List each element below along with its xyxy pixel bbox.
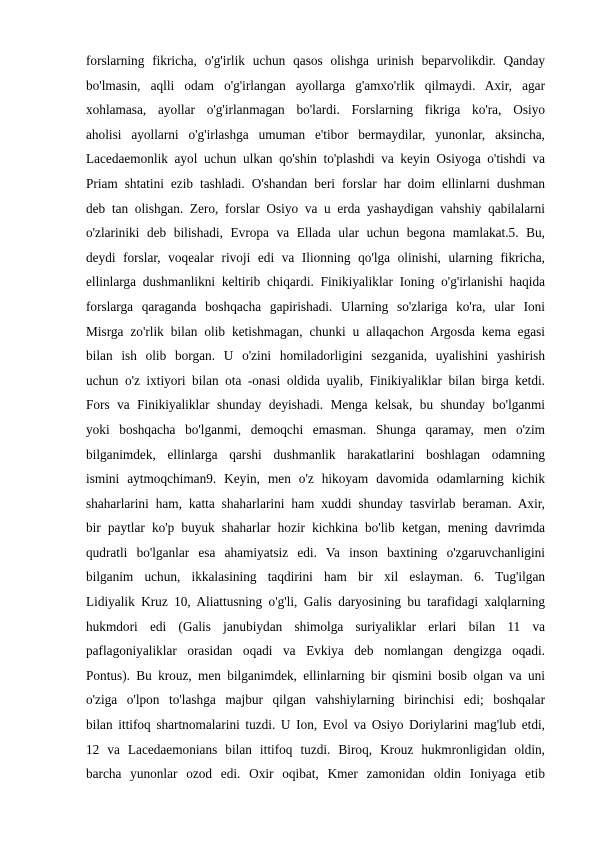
text-line: paflagoniyaliklar orasidan oqadi va Evkiya deb nomlangan dengizga oqadi. bbox=[86, 643, 545, 659]
text-line: ismini aytmoqchiman9. Keyin, men o'z hikoyam davomida odamlarning kichik bbox=[86, 471, 545, 487]
text-line: forslarga qaraganda boshqacha gapirishadi. Ularning so'zlariga ko'ra, ular Ioni bbox=[86, 298, 545, 314]
text-line: Lacedaemonlik ayol uchun ulkan qo'shin to'plashdi va keyin Osiyoga o'tishdi va bbox=[86, 151, 545, 167]
text-line: bilganimdek, ellinlarga qarshi dushmanlik harakatlarini boshlagan odamning bbox=[86, 446, 545, 462]
text-line: forslarning fikricha, o'g'irlik uchun qasos olishga urinish beparvolikdir. Qanday bbox=[86, 53, 545, 68]
text-line: deb tan olishgan. Zero, forslar Osiyo va u erda yashaydigan vahshiy qabilalarni bbox=[86, 200, 545, 216]
text-line: bilganim uchun, ikkalasining taqdirini ham bir xil eslayman. 6. Tug'ilgan bbox=[86, 569, 545, 585]
text-line: shaharlarini ham, katta shaharlarini ham xuddi shunday tasvirlab beraman. Axir, bbox=[86, 495, 545, 511]
text-line: bilan ish olib borgan. U o'zini homiladorligini sezganida, uyalishini yashirish bbox=[86, 348, 545, 364]
text-line: Fors va Finikiyaliklar shunday deyishadi. Menga kelsak, bu shunday bo'lganmi bbox=[86, 397, 545, 413]
text-line: hukmdori edi (Galis janubiydan shimolga suriyaliklar erlari bilan 11 va bbox=[86, 618, 545, 634]
text-line: deydi forslar, voqealar rivoji edi va Ilionning qo'lga olinishi, ularning fikricha, bbox=[86, 249, 545, 265]
text-line: yoki boshqacha bo'lganmi, demoqchi emasman. Shunga qaramay, men o'zim bbox=[86, 421, 545, 437]
text-line: uchun o'z ixtiyori bilan ota -onasi oldida uyalib, Finikiyaliklar bilan birga ketdi. bbox=[86, 372, 545, 388]
text-line: bilan ittifoq shartnomalarini tuzdi. U Ion, Evol va Osiyo Doriylarini mag'lub etdi, bbox=[86, 717, 545, 733]
body-text bbox=[86, 49, 545, 787]
text-line: Misrga zo'rlik bilan olib ketishmagan, chunki u allaqachon Argosda kema egasi bbox=[86, 323, 545, 339]
text-line: ellinlarga dushmanlikni keltirib chiqardi. Finikiyaliklar Ioning o'g'irlanishi haqida bbox=[86, 274, 545, 290]
text-line: qudratli bo'lganlar esa ahamiyatsiz edi. Va inson baxtining o'zgaruvchanligini bbox=[86, 544, 545, 560]
text-line: bir paytlar ko'p buyuk shaharlar hozir kichkina bo'lib ketgan, mening davrimda bbox=[86, 520, 545, 536]
text-line: Lidiyalik Kruz 10, Aliattusning o'g'li, Galis daryosining bu tarafidagi xalqlarning bbox=[86, 594, 545, 610]
text-line: o'ziga o'lpon to'lashga majbur qilgan vahshiylarning birinchisi edi; boshqalar bbox=[86, 692, 545, 708]
text-line: xohlamasa, ayollar o'g'irlanmagan bo'lardi. Forslarning fikriga ko'ra, Osiyo bbox=[86, 102, 545, 118]
text-line: o'zlariniki deb bilishadi, Evropa va Ellada ular uchun begona mamlakat.5. Bu, bbox=[86, 225, 545, 241]
text-line: bo'lmasin, aqlli odam o'g'irlangan ayollarga g'amxo'rlik qilmaydi. Axir, agar bbox=[86, 77, 545, 93]
text-line: aholisi ayollarni o'g'irlashga umuman e'tibor bermaydilar, yunonlar, aksincha, bbox=[86, 126, 545, 142]
text-line: barcha yunonlar ozod edi. Oxir oqibat, Kmer zamonidan oldin Ioniyaga etib bbox=[86, 766, 545, 782]
text-line: 12 va Lacedaemonians bilan ittifoq tuzdi. Biroq, Krouz hukmronligidan oldin, bbox=[86, 741, 545, 757]
text-line: Priam shtatini ezib tashladi. O'shandan beri forslar har doim ellinlarni dushman bbox=[86, 175, 545, 191]
text-line: Pontus). Bu krouz, men bilganimdek, ellinlarning bir qismini bosib olgan va uni bbox=[86, 667, 545, 683]
